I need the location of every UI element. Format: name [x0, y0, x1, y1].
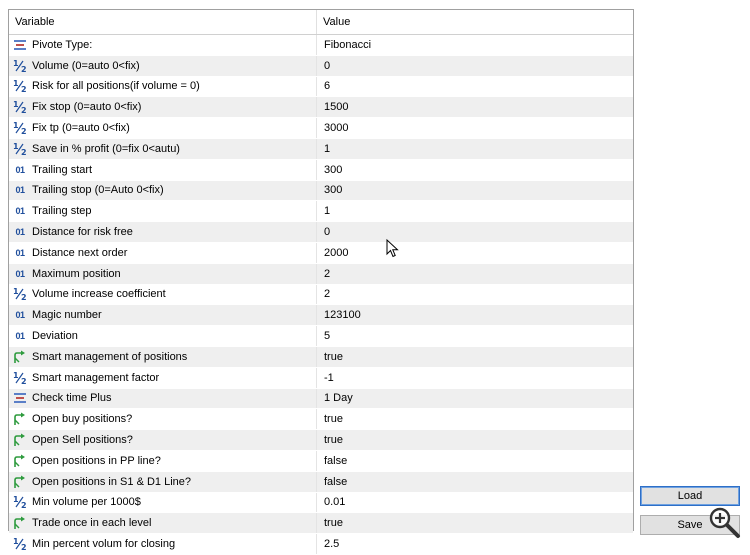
- variable-cell: [9, 118, 315, 138]
- value-cell[interactable]: [316, 368, 632, 388]
- value-text[interactable]: 2000: [324, 246, 349, 259]
- variable-name: Trailing step: [32, 205, 92, 218]
- svg-text:2: 2: [21, 85, 27, 95]
- value-cell[interactable]: [316, 493, 632, 513]
- variable-name: Distance next order: [32, 246, 128, 259]
- table-row[interactable]: [9, 139, 633, 160]
- table-row[interactable]: [9, 222, 633, 243]
- value-text[interactable]: 3000: [324, 122, 349, 135]
- value-text[interactable]: 2: [324, 288, 331, 301]
- variable-cell: [9, 139, 315, 159]
- save-button[interactable]: Save: [640, 515, 740, 535]
- variable-cell: [9, 513, 315, 533]
- boolean-icon: [12, 412, 28, 426]
- table-row[interactable]: [9, 472, 633, 493]
- value-text[interactable]: true: [324, 434, 343, 447]
- boolean-icon: [12, 516, 28, 530]
- table-row[interactable]: [9, 56, 633, 77]
- variable-cell: [9, 160, 315, 180]
- value-cell[interactable]: [316, 160, 632, 180]
- variable-cell: [9, 285, 315, 305]
- variable-name: Smart management factor: [32, 371, 160, 384]
- variable-cell: [9, 326, 315, 346]
- enum-icon: [12, 38, 28, 52]
- value-text[interactable]: false: [324, 475, 348, 488]
- table-row[interactable]: [9, 305, 633, 326]
- value-cell[interactable]: [316, 409, 632, 429]
- svg-text:1: 1: [13, 100, 19, 110]
- double-icon: [12, 121, 28, 135]
- variable-name: Distance for risk free: [32, 226, 133, 239]
- boolean-icon: [12, 475, 28, 489]
- variable-cell: [9, 201, 315, 221]
- svg-text:2: 2: [21, 376, 27, 386]
- variable-name: Risk for all positions(if volume = 0): [32, 80, 200, 93]
- variable-name: Open Sell positions?: [32, 434, 133, 447]
- load-button[interactable]: Load: [640, 486, 740, 506]
- variable-cell: [9, 347, 315, 367]
- value-cell[interactable]: [316, 305, 632, 325]
- value-text[interactable]: 2.5: [324, 538, 340, 551]
- value-cell[interactable]: [316, 181, 632, 201]
- svg-text:2: 2: [21, 64, 27, 74]
- variable-name: Fix stop (0=auto 0<fix): [32, 101, 142, 114]
- value-cell[interactable]: [316, 201, 632, 221]
- table-row[interactable]: [9, 35, 633, 56]
- svg-text:2: 2: [21, 501, 27, 511]
- table-row[interactable]: [9, 160, 633, 181]
- value-text[interactable]: 5: [324, 330, 331, 343]
- value-cell[interactable]: [316, 472, 632, 492]
- table-row[interactable]: [9, 493, 633, 514]
- value-cell[interactable]: [316, 513, 632, 533]
- value-text[interactable]: 300: [324, 163, 343, 176]
- boolean-icon: [12, 433, 28, 447]
- double-icon: [12, 142, 28, 156]
- svg-text:2: 2: [21, 293, 27, 303]
- variable-cell: [9, 389, 315, 409]
- value-text[interactable]: true: [324, 413, 343, 426]
- svg-text:1: 1: [13, 495, 19, 505]
- table-row[interactable]: [9, 451, 633, 472]
- double-icon: [12, 59, 28, 73]
- variable-name: Fix tp (0=auto 0<fix): [32, 122, 130, 135]
- enum-icon: [12, 391, 28, 405]
- variable-name: Open buy positions?: [32, 413, 133, 426]
- variable-name: Maximum position: [32, 267, 121, 280]
- integer-icon: 01: [15, 310, 25, 321]
- value-cell[interactable]: [316, 389, 632, 409]
- variable-column-header[interactable]: Variable: [15, 16, 55, 28]
- double-icon: [12, 287, 28, 301]
- variable-name: Trailing start: [32, 163, 93, 176]
- variable-cell: [9, 181, 315, 201]
- table-row[interactable]: [9, 347, 633, 368]
- value-cell[interactable]: [316, 347, 632, 367]
- value-cell[interactable]: [316, 264, 632, 284]
- table-row[interactable]: [9, 264, 633, 285]
- svg-text:1: 1: [13, 58, 19, 68]
- table-body: [9, 35, 633, 555]
- double-icon: [12, 495, 28, 509]
- variable-cell: [9, 430, 315, 450]
- variable-name: Volume (0=auto 0<fix): [32, 59, 140, 72]
- mouse-cursor-icon: [386, 239, 400, 259]
- svg-text:1: 1: [13, 370, 19, 380]
- variable-cell: [9, 409, 315, 429]
- svg-text:2: 2: [21, 106, 27, 116]
- table-row[interactable]: [9, 97, 633, 118]
- value-column-header[interactable]: Value: [323, 16, 351, 28]
- variable-name: Volume increase coefficient: [32, 288, 166, 301]
- table-row[interactable]: [9, 118, 633, 139]
- variable-name: Pivote Type:: [32, 38, 93, 51]
- variable-name: Open positions in PP line?: [32, 454, 161, 467]
- variable-cell: [9, 493, 315, 513]
- svg-text:2: 2: [21, 543, 27, 553]
- double-icon: [12, 371, 28, 385]
- value-text[interactable]: -1: [324, 371, 334, 384]
- variable-name: Save in % profit (0=fix 0<autu): [32, 142, 180, 155]
- zoom-in-icon[interactable]: [708, 506, 742, 540]
- value-text[interactable]: 0: [324, 59, 331, 72]
- value-cell[interactable]: [316, 285, 632, 305]
- value-cell[interactable]: [316, 97, 632, 117]
- table-row[interactable]: [9, 201, 633, 222]
- value-text[interactable]: 6: [324, 80, 331, 93]
- variable-cell: [9, 472, 315, 492]
- integer-icon: 01: [15, 206, 25, 217]
- table-row[interactable]: [9, 430, 633, 451]
- variable-name: Trailing stop (0=Auto 0<fix): [32, 184, 164, 197]
- value-cell[interactable]: [316, 222, 632, 242]
- value-text[interactable]: 1: [324, 205, 331, 218]
- svg-text:1: 1: [13, 121, 19, 131]
- value-text[interactable]: true: [324, 350, 343, 363]
- variable-cell: [9, 77, 315, 97]
- value-cell[interactable]: [316, 534, 632, 554]
- variable-name: Check time Plus: [32, 392, 112, 405]
- table-row[interactable]: [9, 409, 633, 430]
- integer-icon: 01: [15, 331, 25, 342]
- table-row[interactable]: [9, 243, 633, 264]
- variable-cell: [9, 264, 315, 284]
- variable-cell: [9, 305, 315, 325]
- value-text[interactable]: 300: [324, 184, 343, 197]
- value-cell[interactable]: [316, 56, 632, 76]
- variable-name: Deviation: [32, 330, 78, 343]
- value-text[interactable]: 1: [324, 142, 331, 155]
- svg-text:2: 2: [21, 127, 27, 137]
- table-row[interactable]: [9, 513, 633, 534]
- variable-name: Open positions in S1 & D1 Line?: [32, 475, 191, 488]
- variable-cell: [9, 243, 315, 263]
- boolean-icon: [12, 454, 28, 468]
- value-text[interactable]: 1500: [324, 101, 349, 114]
- table-row[interactable]: [9, 389, 633, 410]
- table-row[interactable]: [9, 181, 633, 202]
- integer-icon: 01: [15, 227, 25, 238]
- table-row[interactable]: [9, 77, 633, 98]
- variable-cell: [9, 97, 315, 117]
- variable-cell: [9, 35, 315, 55]
- svg-text:1: 1: [13, 287, 19, 297]
- value-text[interactable]: Fibonacci: [324, 38, 372, 51]
- variable-name: Trade once in each level: [32, 517, 152, 530]
- table-header: [9, 10, 633, 35]
- table-row[interactable]: [9, 368, 633, 389]
- svg-text:1: 1: [13, 537, 19, 547]
- variable-name: Min percent volum for closing: [32, 538, 176, 551]
- integer-icon: 01: [15, 268, 25, 279]
- variable-cell: [9, 56, 315, 76]
- value-cell[interactable]: [316, 35, 632, 55]
- double-icon: [12, 79, 28, 93]
- variable-cell: [9, 451, 315, 471]
- variable-name: Min volume per 1000$: [32, 496, 141, 509]
- value-cell[interactable]: [316, 118, 632, 138]
- variable-cell: [9, 368, 315, 388]
- table-row[interactable]: [9, 326, 633, 347]
- value-cell[interactable]: [316, 326, 632, 346]
- svg-text:1: 1: [13, 79, 19, 89]
- double-icon: [12, 100, 28, 114]
- value-text[interactable]: 0: [324, 226, 331, 239]
- svg-text:1: 1: [13, 141, 19, 151]
- value-cell[interactable]: [316, 77, 632, 97]
- table-row[interactable]: [9, 534, 633, 555]
- variable-cell: [9, 222, 315, 242]
- value-cell[interactable]: [316, 139, 632, 159]
- integer-icon: 01: [15, 247, 25, 258]
- inputs-table: [8, 9, 634, 553]
- double-icon: [12, 537, 28, 551]
- value-text[interactable]: 0.01: [324, 496, 346, 509]
- value-cell[interactable]: [316, 451, 632, 471]
- value-text[interactable]: false: [324, 454, 348, 467]
- value-text[interactable]: 123100: [324, 309, 361, 322]
- column-separator[interactable]: [316, 10, 317, 34]
- boolean-icon: [12, 350, 28, 364]
- integer-icon: 01: [15, 164, 25, 175]
- value-cell[interactable]: [316, 243, 632, 263]
- integer-icon: 01: [15, 185, 25, 196]
- value-text[interactable]: 2: [324, 267, 331, 280]
- value-text[interactable]: 1 Day: [324, 392, 353, 405]
- value-cell[interactable]: [316, 430, 632, 450]
- variable-name: Magic number: [32, 309, 102, 322]
- table-row[interactable]: [9, 285, 633, 306]
- variable-name: Smart management of positions: [32, 350, 188, 363]
- value-text[interactable]: true: [324, 517, 343, 530]
- svg-text:2: 2: [21, 147, 27, 157]
- variable-cell: [9, 534, 315, 554]
